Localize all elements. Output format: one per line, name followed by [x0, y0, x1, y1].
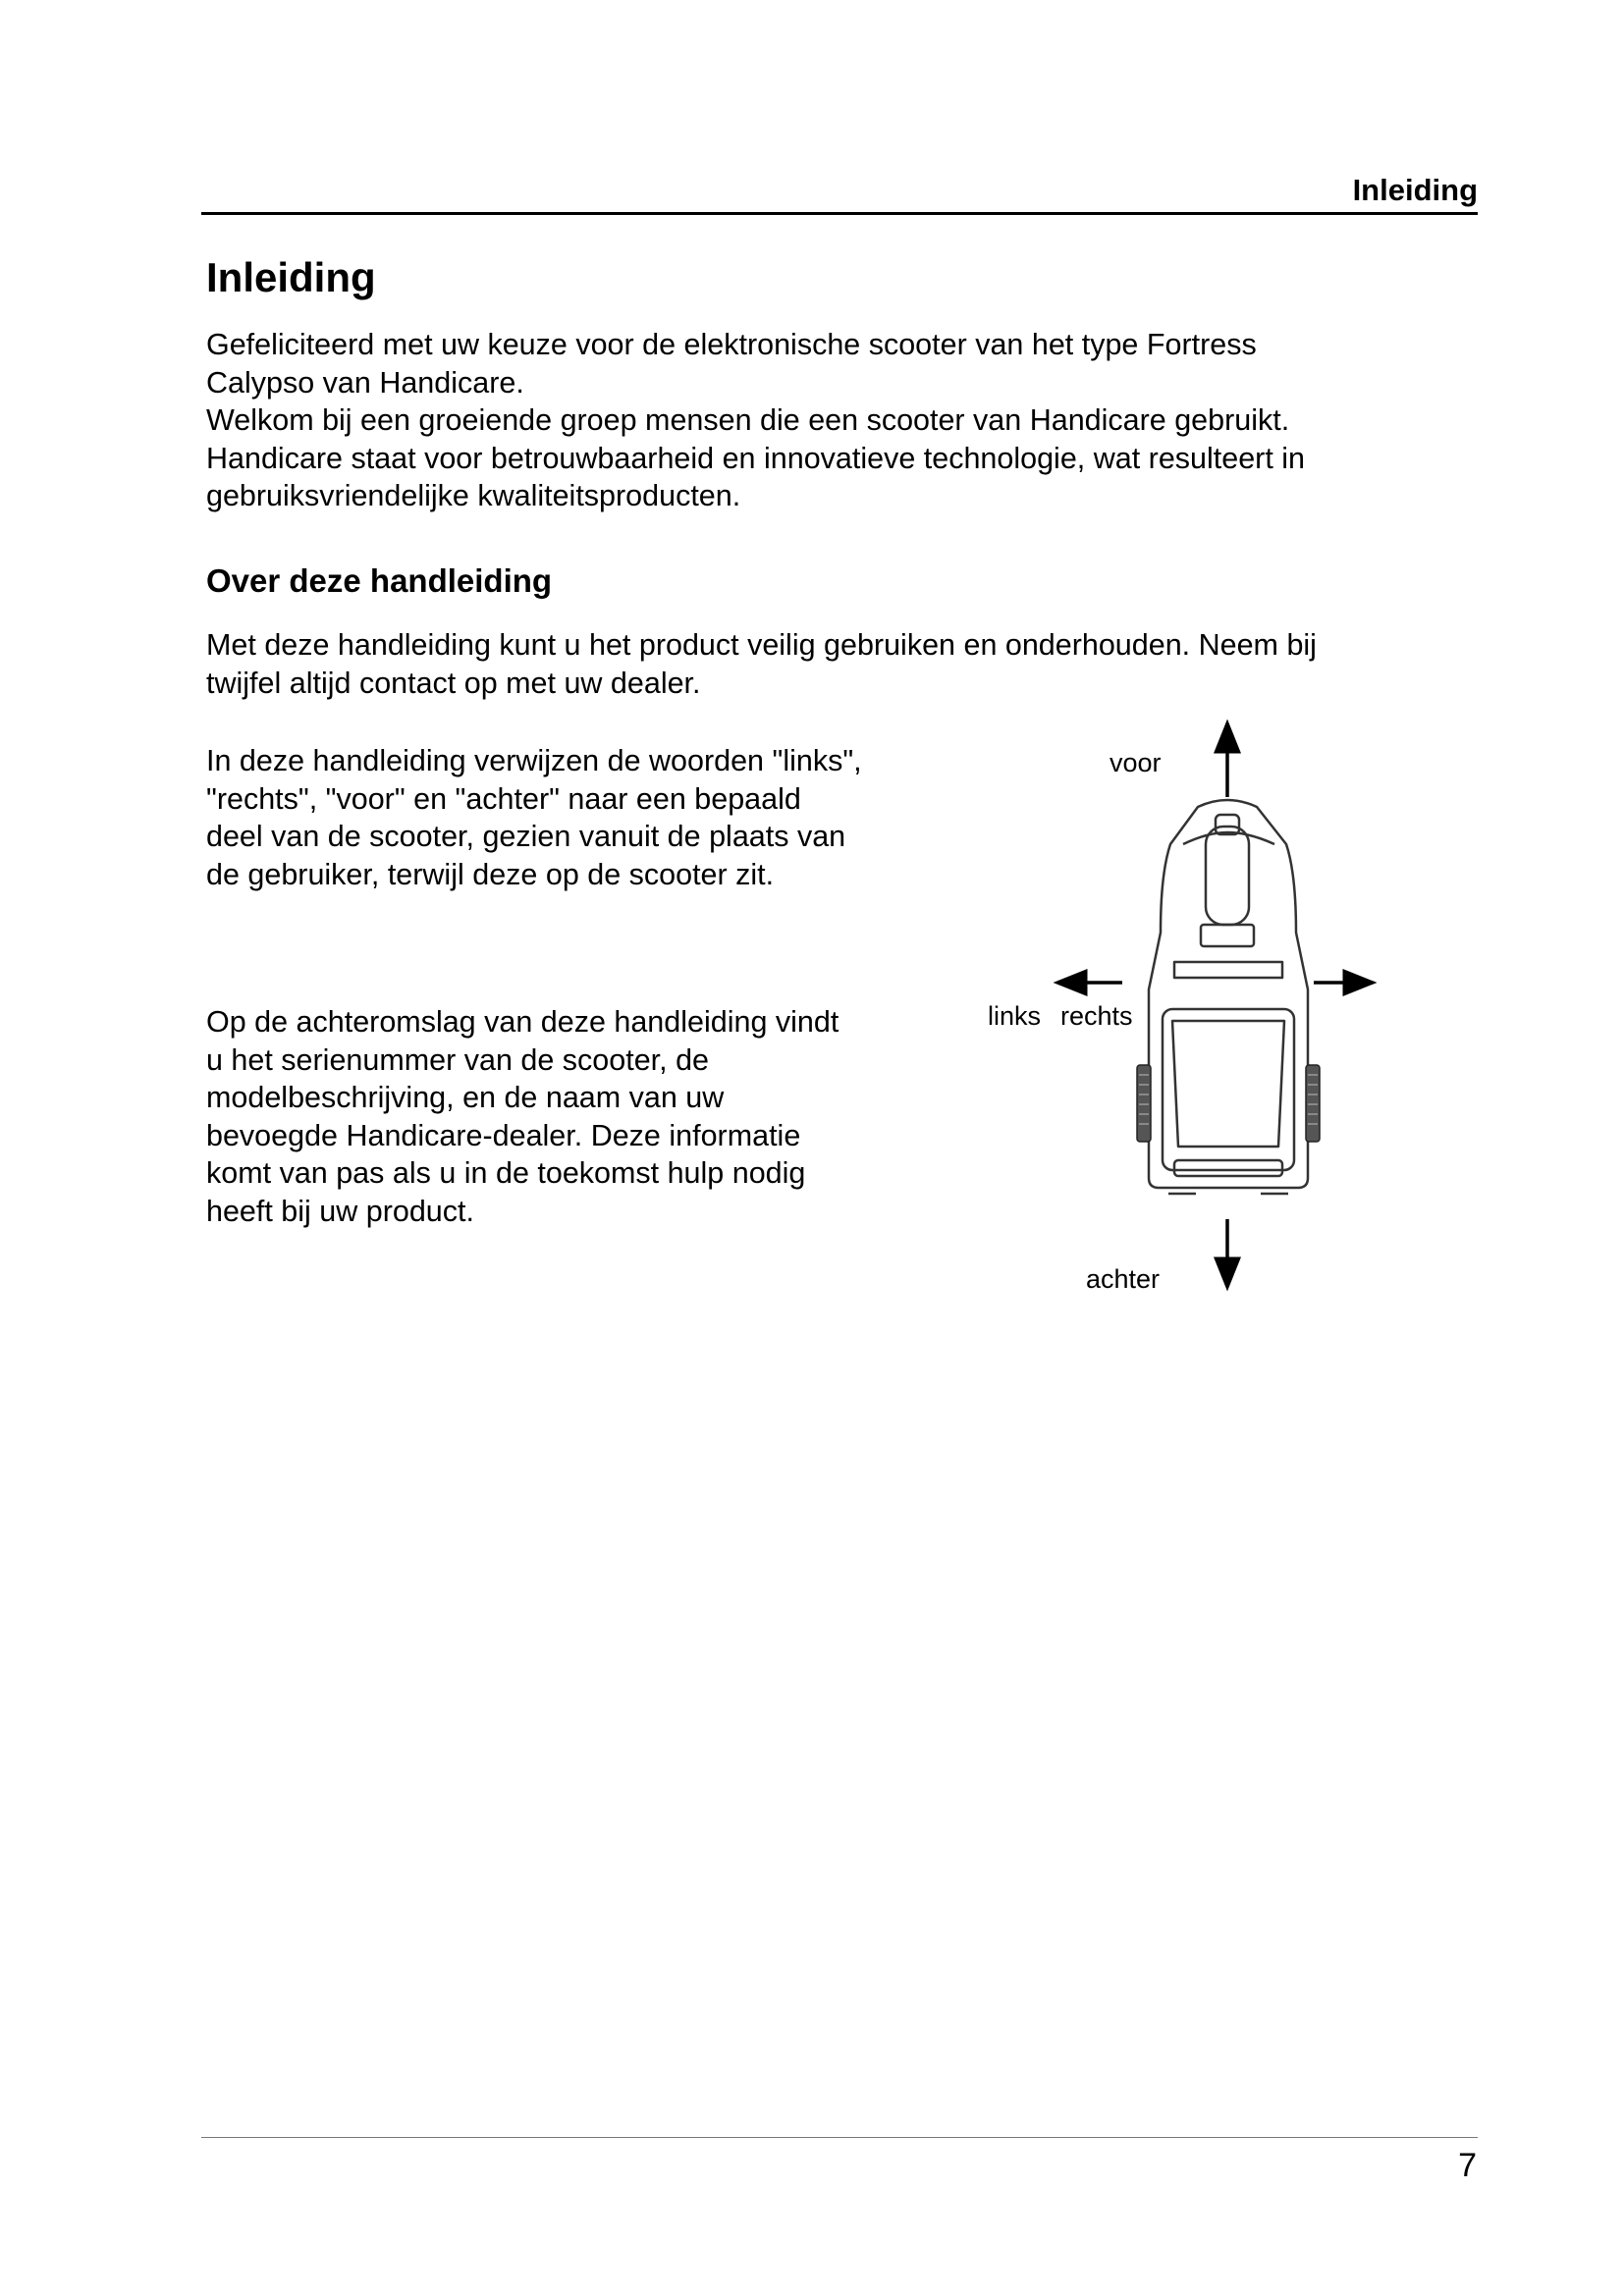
directions-line: In deze handleiding verwijzen de woorden "links",: [206, 744, 862, 777]
label-right: rechts: [1060, 1001, 1133, 1031]
manual-paragraph: [206, 626, 1317, 702]
manual-line: twijfel altijd contact op met uw dealer.: [206, 666, 701, 700]
serial-line: heeft bij uw product.: [206, 1194, 474, 1228]
directions-line: deel van de scooter, gezien vanuit de plaats van: [206, 820, 846, 853]
header-rule: [201, 212, 1478, 215]
intro-line: Handicare staat voor betrouwbaarheid en innovatieve technologie, wat resulteert in: [206, 441, 1306, 475]
label-left: links: [988, 1001, 1042, 1031]
directions-line: de gebruiker, terwijl deze op de scooter zit.: [206, 857, 775, 891]
serial-line: komt van pas als u in de toekomst hulp nodig: [206, 1156, 806, 1190]
directions-line: "rechts", "voor" en "achter" naar een bepaald: [206, 781, 801, 816]
running-header: Inleiding: [1352, 173, 1478, 207]
page-number: 7: [1458, 2147, 1477, 2184]
directions-paragraph: [206, 742, 862, 893]
intro-line: gebruiksvriendelijke kwaliteitsproducten.: [206, 479, 741, 512]
serial-line: modelbeschrijving, en de naam van uw: [206, 1081, 725, 1114]
serial-line: Op de achteromslag van deze handleiding vindt: [206, 1005, 839, 1039]
intro-line: Calypso van Handicare.: [206, 365, 524, 400]
page-title: Inleiding: [206, 254, 376, 300]
serial-line: bevoegde Handicare-dealer. Deze informatie: [206, 1118, 801, 1152]
footer-rule: [201, 2137, 1478, 2138]
label-back: achter: [1086, 1264, 1161, 1294]
label-front: voor: [1110, 748, 1162, 777]
intro-paragraph: [206, 326, 1305, 515]
section-heading: Over deze handleiding: [206, 562, 553, 599]
serial-line: u het serienummer van de scooter, de: [206, 1042, 710, 1077]
intro-line: Welkom bij een groeiende groep mensen die een scooter van Handicare gebruikt.: [206, 403, 1290, 437]
manual-line: Met deze handleiding kunt u het product veilig gebruiken en onderhouden. Neem bij: [206, 628, 1317, 662]
scooter-orientation-diagram: [962, 717, 1394, 1306]
intro-line: Gefeliciteerd met uw keuze voor de elektronische scooter van het type Fortress: [206, 328, 1257, 361]
serial-paragraph: [206, 1003, 839, 1230]
